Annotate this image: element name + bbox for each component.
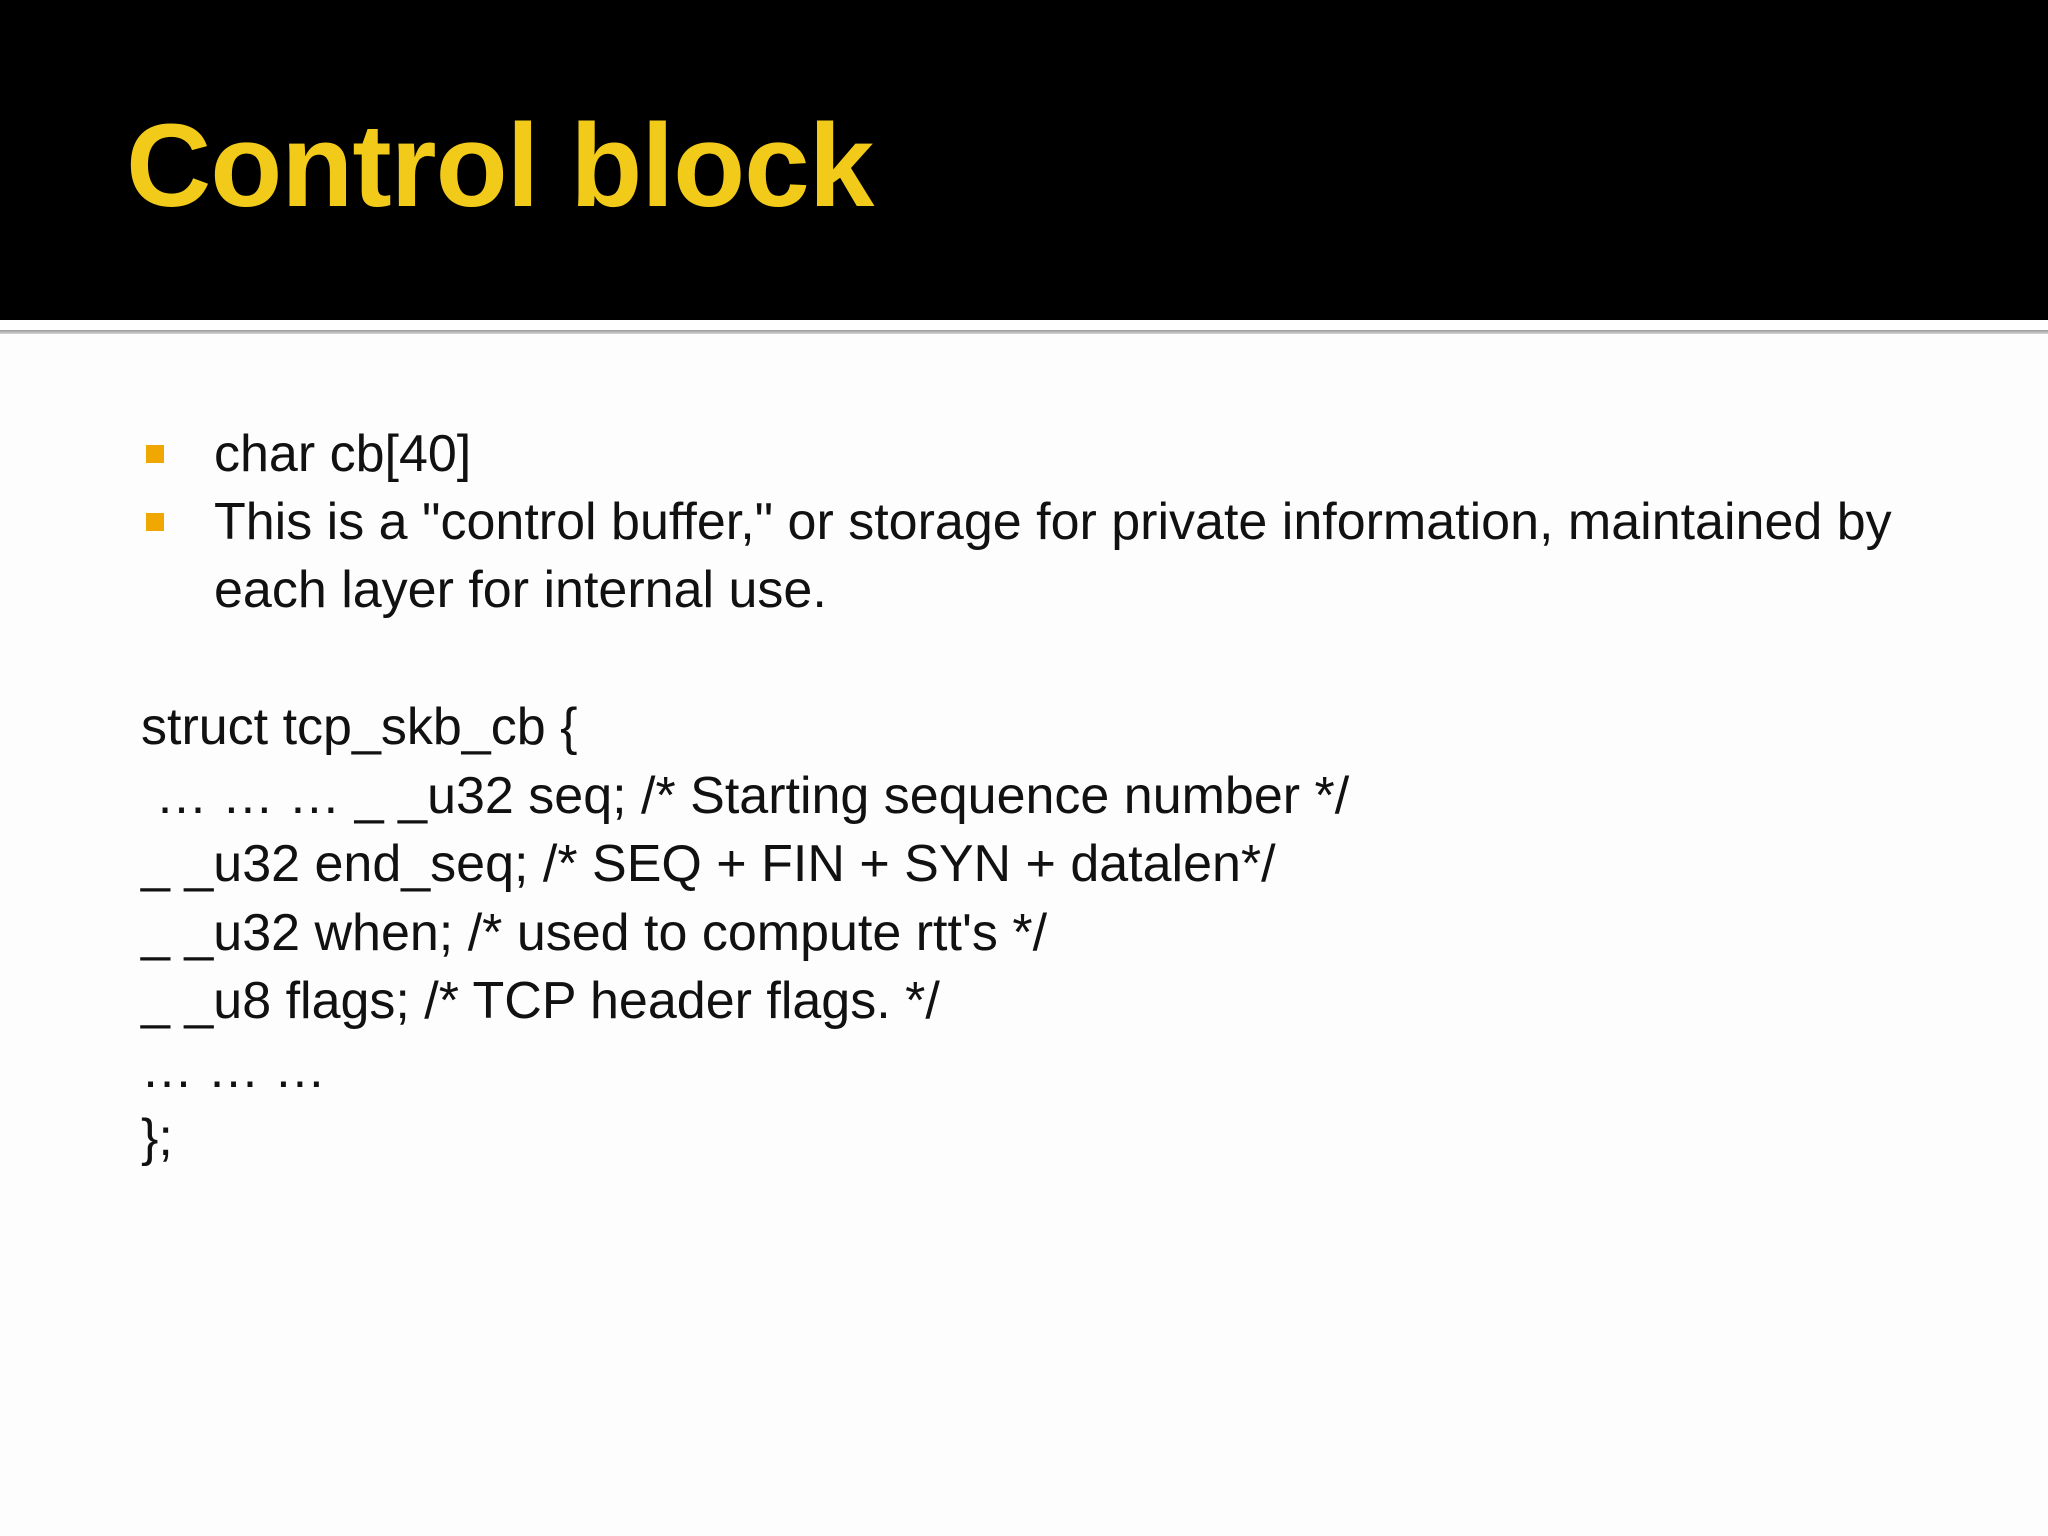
bullet-text: char cb[40]	[214, 425, 472, 483]
bullet-item	[144, 420, 1904, 488]
slide-title: Control block	[126, 100, 874, 232]
bullet-text: This is a "control buffer," or storage for private information, maintained by each layer for internal use.	[214, 493, 1892, 619]
struct-code-block	[141, 693, 1941, 1173]
square-bullet-icon	[146, 513, 164, 531]
bullet-item	[144, 488, 1904, 624]
bullet-list	[144, 420, 1904, 624]
square-bullet-icon	[146, 445, 164, 463]
code-line: _ _u32 when; /* used to compute rtt's */	[141, 903, 1048, 962]
title-divider-shadow	[0, 330, 2048, 334]
code-line: … … … _ _u32 seq; /* Starting sequence number */	[141, 766, 1350, 825]
code-line: … … …	[141, 1040, 326, 1099]
title-divider	[0, 320, 2048, 330]
title-bar	[0, 0, 2048, 320]
code-line: };	[141, 1109, 173, 1167]
code-line: struct tcp_skb_cb {	[141, 698, 578, 756]
code-line: _ _u8 flags; /* TCP header flags. */	[141, 972, 940, 1030]
code-line: _ _u32 end_seq; /* SEQ + FIN + SYN + datalen*/	[141, 835, 1276, 893]
